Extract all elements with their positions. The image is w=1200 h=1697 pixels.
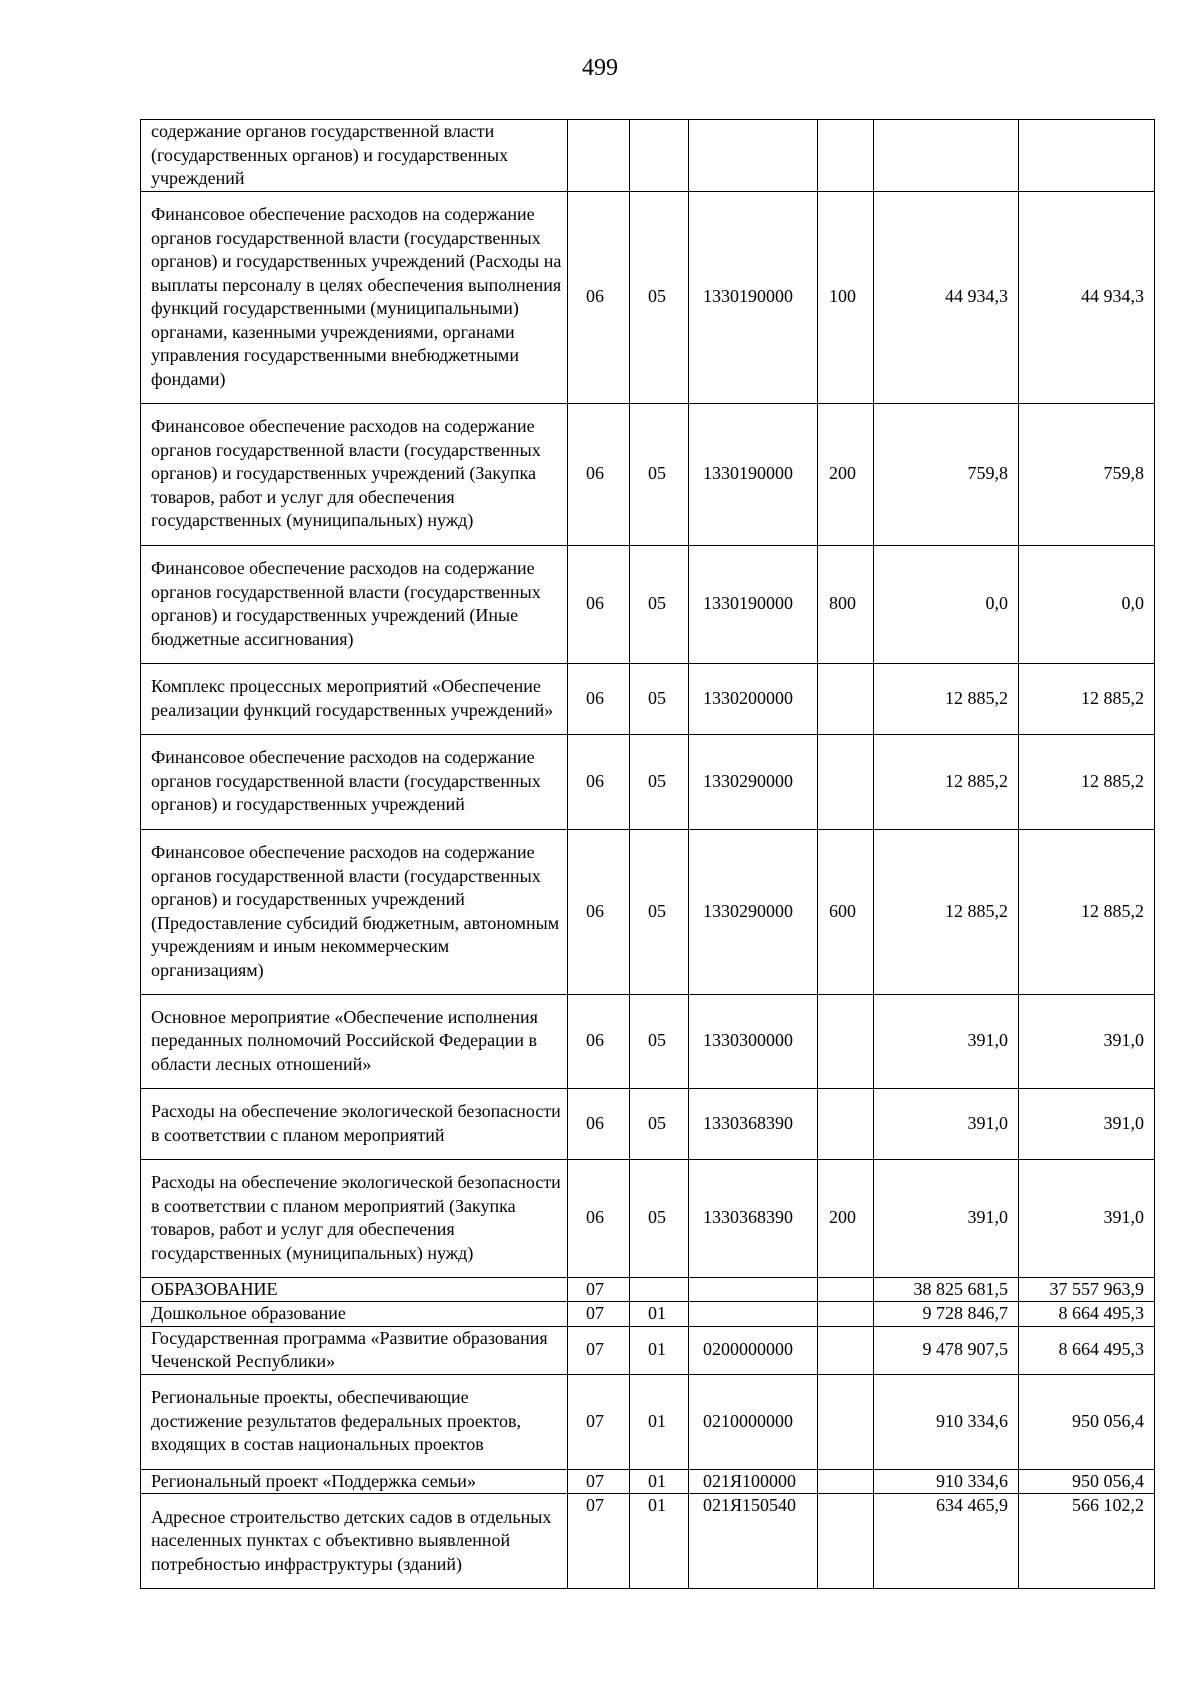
expense-type-code: 200 <box>818 403 874 545</box>
table-row <box>141 120 1155 192</box>
expense-type-code <box>818 1494 874 1589</box>
amount-year-1: 44 934,3 <box>874 191 1019 403</box>
expense-type-code <box>818 1374 874 1469</box>
table-row <box>141 545 1155 663</box>
table-row <box>141 1088 1155 1159</box>
target-article-code: 021Я100000 <box>689 1469 818 1494</box>
subsection-code: 05 <box>630 663 689 734</box>
table-row <box>141 191 1155 403</box>
row-description: Финансовое обеспечение расходов на содержание органов государственной власти (государственных органов) и государственных учреждений (Предоставление субсидий бюджетным, автономным учреждениям и иным некоммерческим организациям) <box>141 829 568 994</box>
amount-year-1: 12 885,2 <box>874 663 1019 734</box>
subsection-code <box>630 120 689 192</box>
section-code: 06 <box>568 663 630 734</box>
table-row <box>141 1277 1155 1302</box>
amount-year-1: 38 825 681,5 <box>874 1277 1019 1302</box>
subsection-code: 01 <box>630 1469 689 1494</box>
amount-year-2: 8 664 495,3 <box>1019 1326 1155 1374</box>
row-description: ОБРАЗОВАНИЕ <box>141 1277 568 1302</box>
table-row <box>141 1494 1155 1589</box>
expense-type-code <box>818 663 874 734</box>
section-code: 07 <box>568 1494 630 1589</box>
table-row <box>141 1326 1155 1374</box>
row-description: Государственная программа «Развитие образования Чеченской Республики» <box>141 1326 568 1374</box>
amount-year-2: 44 934,3 <box>1019 191 1155 403</box>
subsection-code: 05 <box>630 829 689 994</box>
target-article-code: 021Я150540 <box>689 1494 818 1589</box>
expense-type-code <box>818 1326 874 1374</box>
expense-type-code <box>818 120 874 192</box>
amount-year-1: 391,0 <box>874 1159 1019 1277</box>
table-row <box>141 1159 1155 1277</box>
row-description: Финансовое обеспечение расходов на содержание органов государственной власти (государственных органов) и государственных учреждений (Иные бюджетные ассигнования) <box>141 545 568 663</box>
amount-year-2: 950 056,4 <box>1019 1469 1155 1494</box>
subsection-code: 05 <box>630 545 689 663</box>
row-description: содержание органов государственной власти (государственных органов) и государственных учреждений <box>141 120 568 192</box>
target-article-code: 0210000000 <box>689 1374 818 1469</box>
amount-year-1: 910 334,6 <box>874 1374 1019 1469</box>
section-code: 07 <box>568 1326 630 1374</box>
expense-type-code <box>818 734 874 829</box>
target-article-code <box>689 1302 818 1327</box>
amount-year-2: 8 664 495,3 <box>1019 1302 1155 1327</box>
expense-type-code <box>818 1277 874 1302</box>
row-description: Расходы на обеспечение экологической безопасности в соответствии с планом мероприятий (Закупка товаров, работ и услуг для обеспечения государственных (муниципальных) нужд) <box>141 1159 568 1277</box>
subsection-code: 01 <box>630 1326 689 1374</box>
subsection-code: 05 <box>630 1088 689 1159</box>
row-description: Адресное строительство детских садов в отдельных населенных пунктах с объективно выявленной потребностью инфраструктуры (зданий) <box>141 1494 568 1589</box>
target-article-code: 1330200000 <box>689 663 818 734</box>
amount-year-1: 391,0 <box>874 1088 1019 1159</box>
expense-type-code <box>818 1088 874 1159</box>
table-row <box>141 403 1155 545</box>
amount-year-1: 12 885,2 <box>874 829 1019 994</box>
section-code <box>568 120 630 192</box>
subsection-code: 05 <box>630 734 689 829</box>
section-code: 07 <box>568 1277 630 1302</box>
row-description: Финансовое обеспечение расходов на содержание органов государственной власти (государственных органов) и государственных учреждений (Закупка товаров, работ и услуг для обеспечения государственных (муниципальных) нужд) <box>141 403 568 545</box>
section-code: 07 <box>568 1374 630 1469</box>
target-article-code: 1330300000 <box>689 994 818 1088</box>
amount-year-1: 759,8 <box>874 403 1019 545</box>
target-article-code: 1330190000 <box>689 403 818 545</box>
subsection-code: 05 <box>630 191 689 403</box>
amount-year-2: 759,8 <box>1019 403 1155 545</box>
section-code: 06 <box>568 829 630 994</box>
expense-type-code: 200 <box>818 1159 874 1277</box>
amount-year-1: 9 478 907,5 <box>874 1326 1019 1374</box>
amount-year-2: 950 056,4 <box>1019 1374 1155 1469</box>
section-code: 06 <box>568 734 630 829</box>
row-description: Региональный проект «Поддержка семьи» <box>141 1469 568 1494</box>
target-article-code: 1330190000 <box>689 545 818 663</box>
amount-year-2: 12 885,2 <box>1019 829 1155 994</box>
target-article-code: 1330368390 <box>689 1088 818 1159</box>
amount-year-2: 566 102,2 <box>1019 1494 1155 1589</box>
table-row <box>141 734 1155 829</box>
section-code: 07 <box>568 1469 630 1494</box>
table-row <box>141 1469 1155 1494</box>
expense-type-code: 800 <box>818 545 874 663</box>
amount-year-2: 391,0 <box>1019 1159 1155 1277</box>
row-description: Финансовое обеспечение расходов на содержание органов государственной власти (государственных органов) и государственных учреждений <box>141 734 568 829</box>
amount-year-1: 0,0 <box>874 545 1019 663</box>
section-code: 07 <box>568 1302 630 1327</box>
target-article-code: 1330190000 <box>689 191 818 403</box>
expense-type-code <box>818 1302 874 1327</box>
budget-table <box>140 119 1155 1589</box>
section-code: 06 <box>568 994 630 1088</box>
section-code: 06 <box>568 403 630 545</box>
amount-year-2: 0,0 <box>1019 545 1155 663</box>
row-description: Финансовое обеспечение расходов на содержание органов государственной власти (государственных органов) и государственных учреждений (Расходы на выплаты персоналу в целях обеспечения выполнения функций государственными (муниципальными) органами, казенными учреждениями, органами управления государственными внебюджетными фондами) <box>141 191 568 403</box>
subsection-code: 05 <box>630 1159 689 1277</box>
amount-year-1: 391,0 <box>874 994 1019 1088</box>
row-description: Расходы на обеспечение экологической безопасности в соответствии с планом мероприятий <box>141 1088 568 1159</box>
table-row <box>141 994 1155 1088</box>
amount-year-1: 9 728 846,7 <box>874 1302 1019 1327</box>
amount-year-2: 12 885,2 <box>1019 663 1155 734</box>
row-description: Основное мероприятие «Обеспечение исполнения переданных полномочий Российской Федерации в области лесных отношений» <box>141 994 568 1088</box>
target-article-code <box>689 1277 818 1302</box>
amount-year-1: 634 465,9 <box>874 1494 1019 1589</box>
subsection-code: 05 <box>630 994 689 1088</box>
amount-year-1 <box>874 120 1019 192</box>
subsection-code: 01 <box>630 1302 689 1327</box>
amount-year-2: 391,0 <box>1019 994 1155 1088</box>
section-code: 06 <box>568 1088 630 1159</box>
amount-year-1: 12 885,2 <box>874 734 1019 829</box>
section-code: 06 <box>568 545 630 663</box>
expense-type-code <box>818 1469 874 1494</box>
expense-type-code: 100 <box>818 191 874 403</box>
table-row <box>141 1302 1155 1327</box>
page-number: 499 <box>582 55 618 81</box>
target-article-code: 0200000000 <box>689 1326 818 1374</box>
amount-year-2 <box>1019 120 1155 192</box>
amount-year-2: 37 557 963,9 <box>1019 1277 1155 1302</box>
row-description: Региональные проекты, обеспечивающие достижение результатов федеральных проектов, входящих в состав национальных проектов <box>141 1374 568 1469</box>
expense-type-code: 600 <box>818 829 874 994</box>
expense-type-code <box>818 994 874 1088</box>
subsection-code: 01 <box>630 1374 689 1469</box>
target-article-code: 1330290000 <box>689 829 818 994</box>
table-row <box>141 663 1155 734</box>
amount-year-2: 391,0 <box>1019 1088 1155 1159</box>
subsection-code: 05 <box>630 403 689 545</box>
row-description: Дошкольное образование <box>141 1302 568 1327</box>
section-code: 06 <box>568 191 630 403</box>
target-article-code <box>689 120 818 192</box>
target-article-code: 1330290000 <box>689 734 818 829</box>
subsection-code: 01 <box>630 1494 689 1589</box>
target-article-code: 1330368390 <box>689 1159 818 1277</box>
table-row <box>141 829 1155 994</box>
subsection-code <box>630 1277 689 1302</box>
amount-year-2: 12 885,2 <box>1019 734 1155 829</box>
table-row <box>141 1374 1155 1469</box>
amount-year-1: 910 334,6 <box>874 1469 1019 1494</box>
section-code: 06 <box>568 1159 630 1277</box>
row-description: Комплекс процессных мероприятий «Обеспечение реализации функций государственных учреждений» <box>141 663 568 734</box>
